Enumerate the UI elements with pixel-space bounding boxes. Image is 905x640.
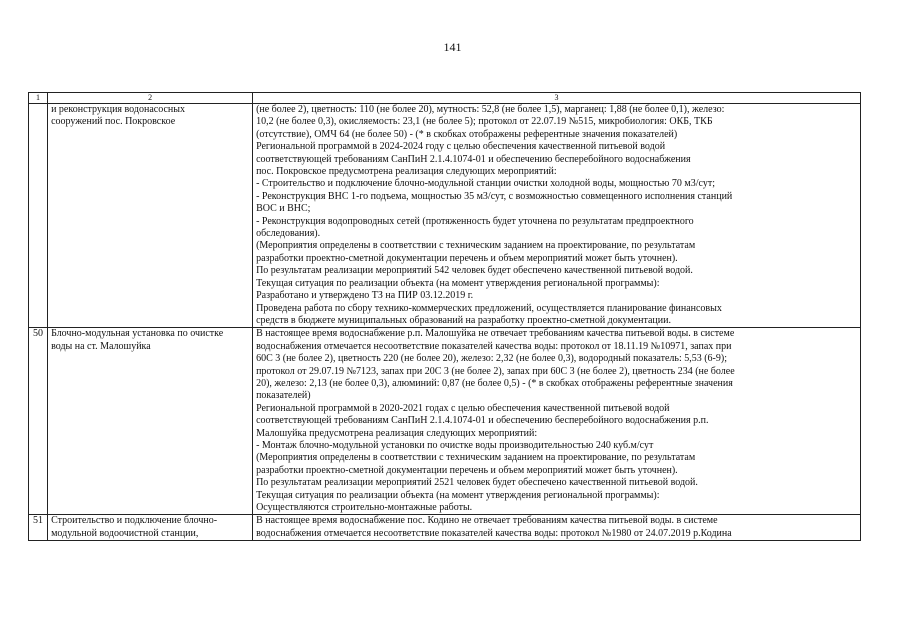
text-line: пос. Покровское предусмотрена реализация следующих мероприятий:	[256, 166, 557, 178]
text-line: ВОС и ВНС;	[256, 203, 311, 215]
text-line: 10,2 (не более 0,3), окисляемость: 23,1 (не более 5); протокол от 22.07.19 №515, микробиология: ОКБ, ТКБ	[256, 116, 713, 128]
text-line: 60С 3 (не более 2), цветность 220 (не более 20), железо: 2,32 (не более 0,3), водородный показатель: 5,53 (6-9);	[256, 353, 727, 365]
table-row	[29, 104, 861, 328]
text-line: обследования).	[256, 228, 321, 240]
text-line: (Мероприятия определены в соответствии с техническим заданием на проектирование, по результатам	[256, 452, 696, 464]
text-line: сооружений пос. Покровское	[51, 116, 176, 128]
column-header-row	[29, 93, 861, 104]
object-name	[48, 328, 253, 515]
text-line: Текущая ситуация по реализации объекта (на момент утверждения региональной программы):	[256, 489, 660, 501]
row-number: 51	[29, 515, 48, 541]
text-line: соответствующей требованиям СанПиН 2.1.4.1074-01 и обеспечению бесперебойного водоснабжения р.п.	[256, 415, 709, 427]
object-name	[48, 104, 253, 328]
text-line: Региональной программой в 2024-2024 году с целью обеспечения качественной питьевой водой	[256, 141, 666, 153]
table-row	[29, 515, 861, 541]
text-line: Малошуйка предусмотрена реализация следующих мероприятий:	[256, 427, 538, 439]
object-description	[253, 515, 861, 541]
text-line: - Реконструкция водопроводных сетей (протяженность будет уточнена по результатам предпроектного	[256, 215, 694, 227]
text-line: Региональной программой в 2020-2021 годах с целью обеспечения качественной питьевой водой	[256, 402, 670, 414]
row-number: 50	[29, 328, 48, 515]
column-number-1: 1	[29, 93, 48, 104]
column-number-2: 2	[48, 93, 253, 104]
object-description	[253, 328, 861, 515]
text-line: водоснабжения отмечается несоответствие показателей качества воды: протокол №1980 от 24.07.2019 р.Кодина	[256, 527, 732, 539]
text-line: и реконструкция водонасосных	[51, 104, 185, 115]
text-line: По результатам реализации мероприятий 2521 человек будет обеспечено качественной питьевой водой.	[256, 477, 698, 489]
column-number-3: 3	[253, 93, 861, 104]
text-line: Блочно-модульная установка по очистке	[51, 328, 224, 340]
text-line: - Строительство и подключение блочно-модульной станции очистки холодной воды, мощностью 70 м3/сут;	[256, 178, 715, 190]
text-line: разработки проектно-сметной документации перечень и объем мероприятий может быть уточнен).	[256, 252, 678, 264]
text-line: В настоящее время водоснабжение пос. Кодино не отвечает требованиям качества питьевой воды. в системе	[256, 515, 718, 527]
text-line: (отсутствие), ОМЧ 64 (не более 50) - (* в скобках отображены референтные значения показателей)	[256, 128, 678, 140]
page-number: 141	[443, 40, 462, 54]
text-line: По результатам реализации мероприятий 542 человек будет обеспечено качественной питьевой водой.	[256, 265, 693, 277]
text-line: средств в бюджете муниципальных образований на разработку проектно-сметной документации.	[256, 314, 671, 326]
table-row	[29, 328, 861, 515]
text-line: протокол от 29.07.19 №7123, запах при 20С 3 (не более 2), запах при 60С 3 (не более 2), цветность 234 (не более	[256, 365, 735, 377]
text-line: водоснабжения отмечается несоответствие показателей качества воды: протокол от 18.11.19 №10971, запах при	[256, 340, 732, 352]
row-number	[29, 104, 48, 328]
text-line: воды на ст. Малошуйка	[51, 340, 151, 352]
text-line: Строительство и подключение блочно-	[51, 515, 218, 527]
text-line: - Монтаж блочно-модульной установки по очистке воды производительностью 240 куб.м/сут	[256, 439, 654, 451]
object-description	[253, 104, 861, 328]
text-line: (Мероприятия определены в соответствии с техническим заданием на проектирование, по результатам	[256, 240, 696, 252]
text-line: Текущая ситуация по реализации объекта (на момент утверждения региональной программы):	[256, 277, 660, 289]
text-line: Проведена работа по сбору технико-коммерческих предложений, осуществляется планирование финансовых	[256, 302, 722, 314]
text-line: соответствующей требованиям СанПиН 2.1.4.1074-01 и обеспечению бесперебойного водоснабжения	[256, 153, 691, 165]
text-line: разработки проектно-сметной документации перечень и объем мероприятий может быть уточнен).	[256, 464, 678, 476]
text-line: модульной водоочистной станции,	[51, 527, 199, 539]
text-line: 20), железо: 2,13 (не более 0,3), алюминий: 0,87 (не более 0,5) - (* в скобках отображены референтные значения	[256, 377, 733, 389]
text-line: Разработано и утверждено ТЗ на ПИР 03.12.2019 г.	[256, 290, 474, 302]
text-line: показателей)	[256, 390, 311, 402]
text-line: Осуществляются строительно-монтажные работы.	[256, 502, 473, 513]
text-line: В настоящее время водоснабжение р.п. Малошуйка не отвечает требованиям качества питьевой воды. в системе	[256, 328, 735, 340]
object-name	[48, 515, 253, 541]
measures-table	[28, 92, 861, 541]
text-line: (не более 2), цветность: 110 (не более 20), мутность: 52,8 (не более 1,5), марганец: 1,88 (не более 0,1), железо:	[256, 104, 725, 115]
text-line: - Реконструкция ВНС 1-го подъема, мощностью 35 м3/сут, с возможностью совмещенного исполнения станций	[256, 190, 733, 202]
